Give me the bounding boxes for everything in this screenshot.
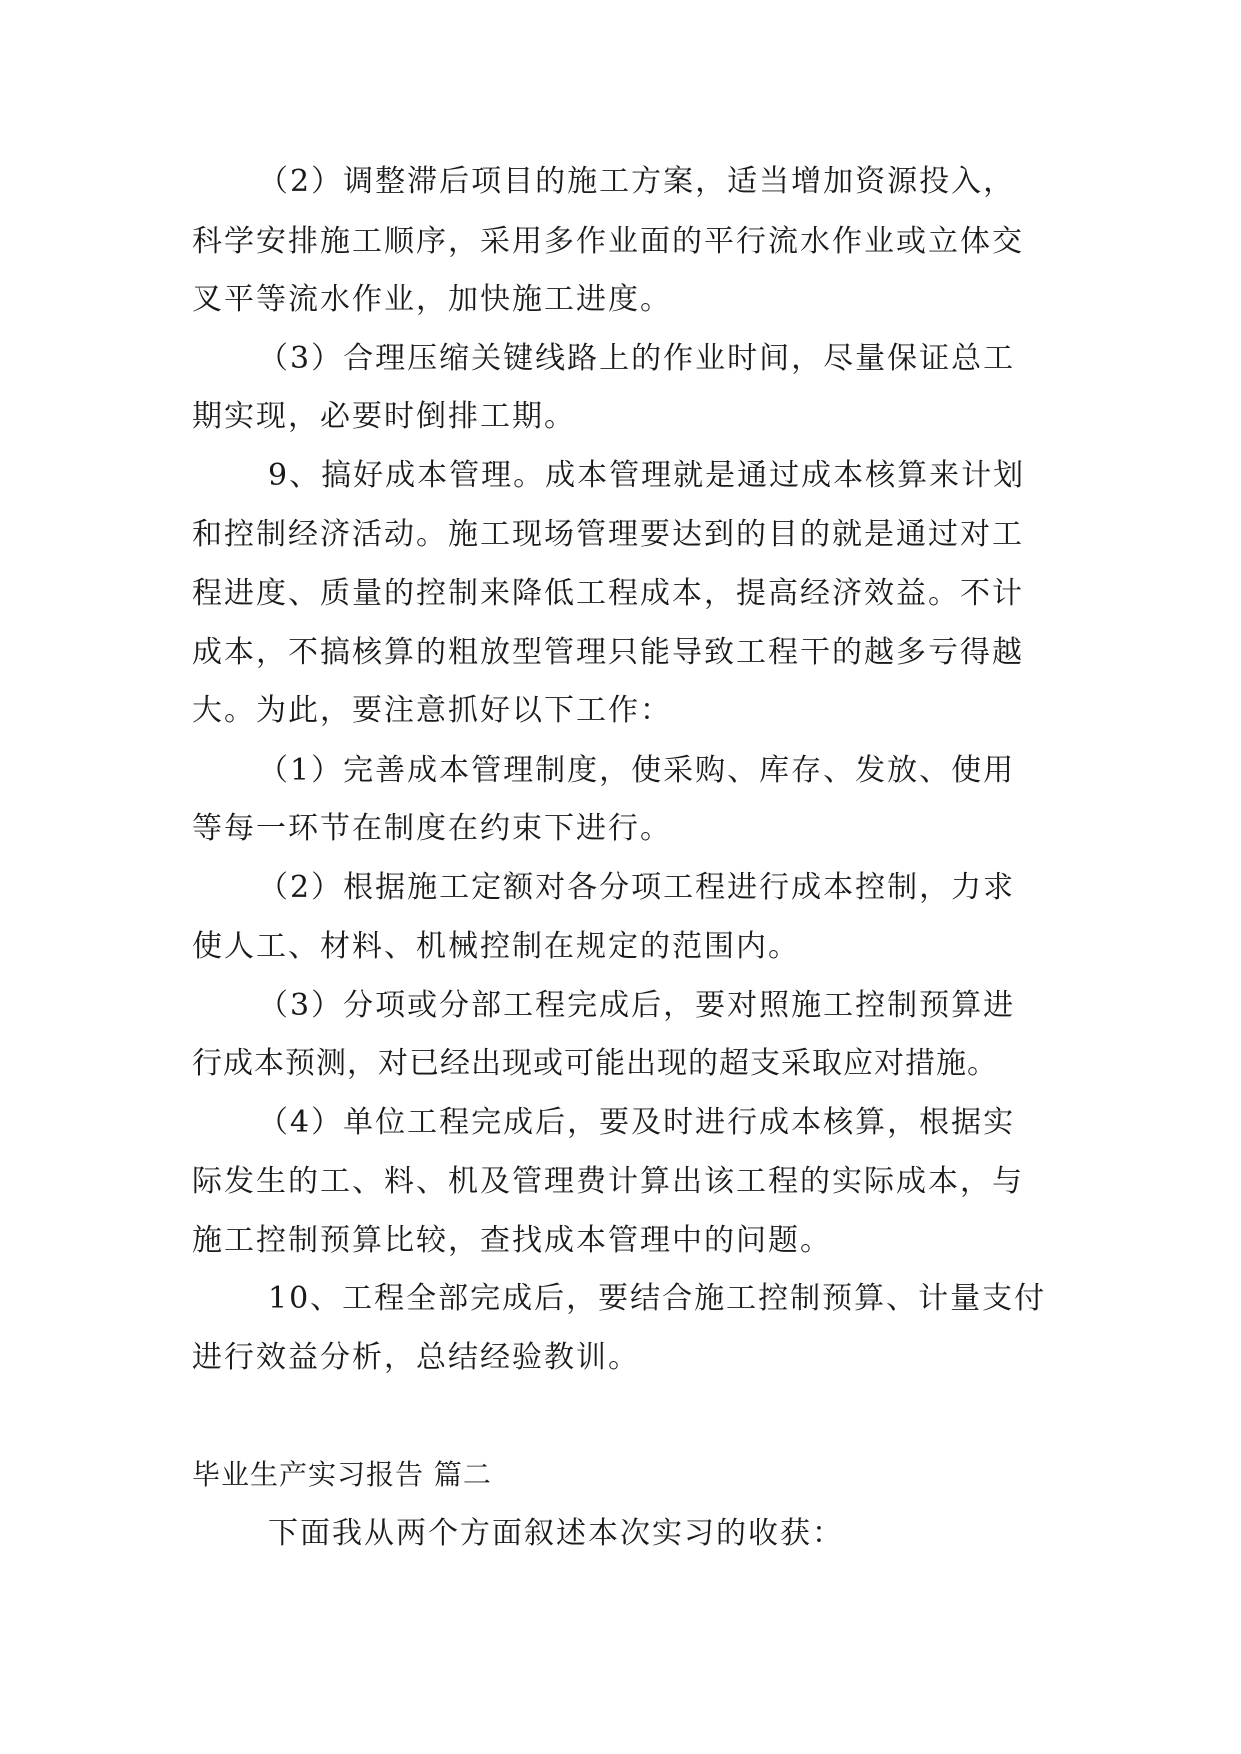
paragraph-line: 进行效益分析，总结经验教训。 bbox=[192, 1340, 640, 1375]
paragraph-line: 行成本预测，对已经出现或可能出现的超支采取应对措施。 bbox=[192, 1046, 998, 1081]
paragraph-line: 际发生的工、料、机及管理费计算出该工程的实际成本，与 bbox=[192, 1164, 1024, 1199]
paragraph-line: （2）调整滞后项目的施工方案，适当增加资源投入， bbox=[258, 164, 1016, 199]
paragraph-line: 10、工程全部完成后，要结合施工控制预算、计量支付 bbox=[268, 1281, 1047, 1316]
paragraph-line: 和控制经济活动。施工现场管理要达到的目的就是通过对工 bbox=[192, 517, 1024, 552]
paragraph-line: （2）根据施工定额对各分项工程进行成本控制，力求 bbox=[258, 870, 1016, 905]
paragraph-line: 叉平等流水作业，加快施工进度。 bbox=[192, 282, 672, 317]
paragraph-line: （1）完善成本管理制度，使采购、库存、发放、使用 bbox=[258, 753, 1016, 788]
paragraph-line: 成本，不搞核算的粗放型管理只能导致工程干的越多亏得越 bbox=[192, 635, 1024, 670]
paragraph-line: 施工控制预算比较，查找成本管理中的问题。 bbox=[192, 1223, 832, 1258]
paragraph-line: 大。为此，要注意抓好以下工作： bbox=[192, 693, 672, 728]
paragraph-line: 期实现，必要时倒排工期。 bbox=[192, 399, 576, 434]
paragraph-line: 科学安排施工顺序，采用多作业面的平行流水作业或立体交 bbox=[192, 224, 1024, 259]
paragraph-line: 使人工、材料、机械控制在规定的范围内。 bbox=[192, 929, 800, 964]
paragraph-line: （3）合理压缩关键线路上的作业时间，尽量保证总工 bbox=[258, 341, 1016, 376]
section-heading: 毕业生产实习报告 篇二 bbox=[192, 1458, 492, 1491]
paragraph-line: 程进度、质量的控制来降低工程成本，提高经济效益。不计 bbox=[192, 576, 1024, 611]
paragraph-line: 等每一环节在制度在约束下进行。 bbox=[192, 811, 672, 846]
paragraph-line: （4）单位工程完成后，要及时进行成本核算，根据实 bbox=[258, 1105, 1016, 1140]
paragraph-line: 下面我从两个方面叙述本次实习的收获： bbox=[268, 1516, 844, 1551]
paragraph-line: （3）分项或分部工程完成后，要对照施工控制预算进 bbox=[258, 988, 1016, 1023]
paragraph-line: 9、搞好成本管理。成本管理就是通过成本核算来计划 bbox=[268, 458, 1026, 493]
